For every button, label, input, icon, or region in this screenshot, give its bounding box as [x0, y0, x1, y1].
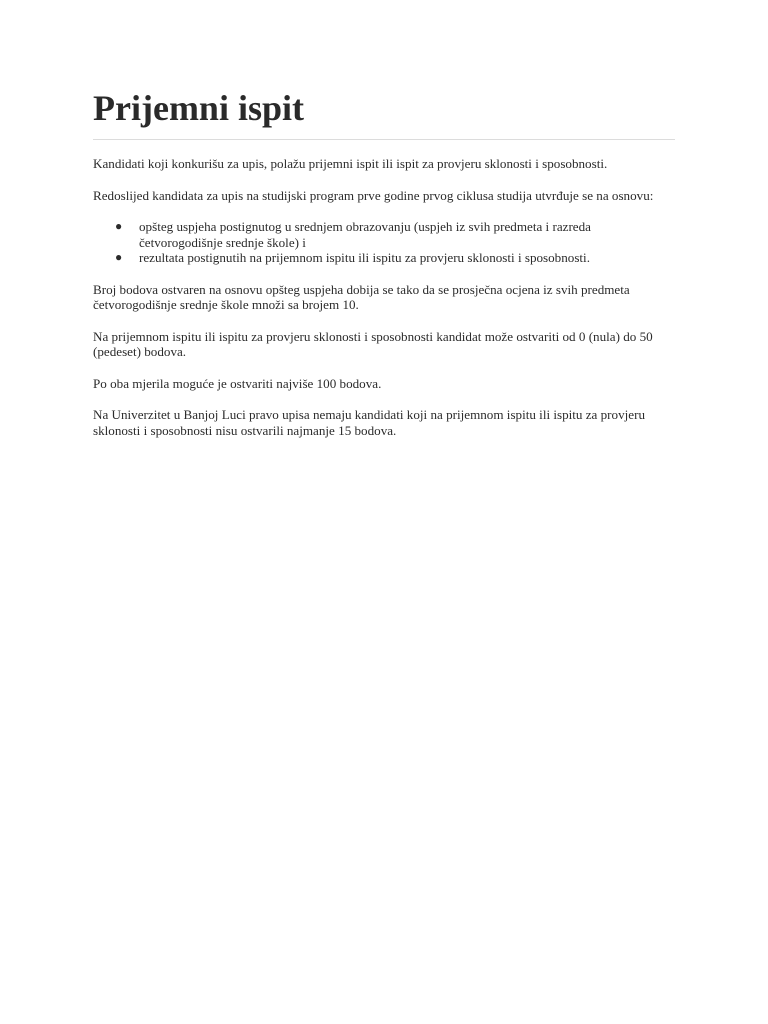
document-page — [93, 86, 675, 454]
paragraph-points-general: Broj bodova ostvaren na osnovu opšteg uspjeha dobija se tako da se prosječna ocjena iz svih predmeta četvorogodišnje srednje škole množi sa brojem 10. — [93, 281, 630, 312]
bullet-icon: ● — [115, 250, 123, 264]
paragraph-ranking: Redoslijed kandidata za upis na studijski program prve godine prvog ciklusa studija utvrđuje se na osnovu: — [93, 187, 654, 203]
list-item-text: rezultata postignutih na prijemnom ispitu ili ispitu za provjeru sklonosti i sposobnosti. — [139, 250, 590, 265]
paragraph-minimum-points: Na Univerzitet u Banjoj Luci pravo upisa nemaju kandidati koji na prijemnom ispitu ili ispitu za provjeru sklonosti i sposobnosti nisu ostvarili najmanje 15 bodova. — [93, 407, 645, 438]
criteria-list — [93, 219, 675, 266]
bullet-icon: ● — [115, 219, 123, 233]
page-title: Prijemni ispit — [93, 88, 304, 128]
list-item-text: opšteg uspjeha postignutog u srednjem obrazovanju (uspjeh iz svih predmeta i razreda četvorogodišnje srednje škole) i — [139, 219, 591, 250]
list-item — [115, 219, 675, 250]
title-divider — [93, 139, 675, 140]
paragraph-candidates: Kandidati koji konkurišu za upis, polažu prijemni ispit ili ispit za provjeru sklonosti i sposobnosti. — [93, 156, 608, 171]
paragraph-max-points: Po oba mjerila moguće je ostvariti najviše 100 bodova. — [93, 375, 382, 391]
paragraph-points-exam: Na prijemnom ispitu ili ispitu za provjeru sklonosti i sposobnosti kandidat može ostvariti od 0 (nula) do 50 (pedeset) bodova. — [93, 328, 653, 359]
list-item — [115, 250, 675, 266]
